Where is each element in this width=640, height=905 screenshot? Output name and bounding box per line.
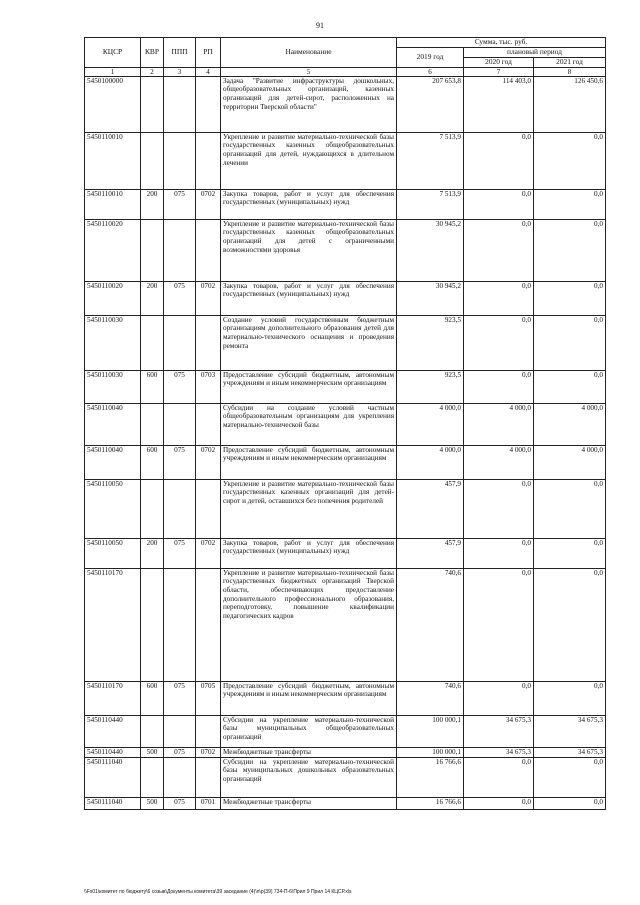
table-row [85, 747, 606, 757]
table-row [85, 797, 606, 809]
rp-cell: 0702 [196, 747, 221, 757]
name-cell: Задача "Развитие инфраструктуры дошкольных, общеобразовательных организаций, казенных организаций для детей-сирот, расположенных на территории Тверской области" [221, 76, 397, 132]
column-number: 7 [464, 67, 534, 76]
amount-2021-cell: 34 675,3 [534, 747, 606, 757]
table-row [85, 281, 606, 315]
rp-cell: 0701 [196, 797, 221, 809]
name-cell: Предоставление субсидий бюджетным, автономным учреждениям и иным некоммерческим организациям [221, 681, 397, 715]
name-cell: Закупка товаров, работ и услуг для обеспечения государственных (муниципальных) нужд [221, 538, 397, 568]
amount-2021-cell: 4 000,0 [534, 403, 606, 445]
header-name: Наименование [221, 38, 397, 68]
kcsr-cell: 5450110440 [85, 747, 141, 757]
ppp-cell: 075 [164, 281, 196, 315]
ppp-cell [164, 403, 196, 445]
amount-2020-cell: 0,0 [464, 681, 534, 715]
kcsr-cell: 5450110170 [85, 681, 141, 715]
kvr-cell: 600 [141, 445, 164, 479]
kcsr-cell: 5450110010 [85, 189, 141, 219]
amount-2021-cell: 0,0 [534, 370, 606, 403]
table-row [85, 132, 606, 189]
name-cell: Создание условий государственным бюджетным организациям дополнительного образования детей для материально-технического оснащения и проведения ремонта [221, 315, 397, 370]
rp-cell [196, 479, 221, 538]
column-number: 1 [85, 67, 141, 76]
header-planning-period: плановый период [464, 47, 606, 57]
name-cell: Укрепление и развитие материально-технической базы государственных бюджетных организаций Тверской области, обеспечивающих предоставление дополнительного профессионального образования, переподготовку, повышение квалификации педагогических кадров [221, 568, 397, 681]
kcsr-cell: 5450100000 [85, 76, 141, 132]
kcsr-cell: 5450110030 [85, 370, 141, 403]
header-rp: РП [196, 38, 221, 68]
amount-2021-cell: 0,0 [534, 568, 606, 681]
name-cell: Укрепление и развитие материально-технической базы государственных казенных организаций для детей-сирот и детей, оставшихся без попечения родителей [221, 479, 397, 538]
table-row [85, 479, 606, 538]
table-row [85, 370, 606, 403]
table-row [85, 681, 606, 715]
kcsr-cell: 5450110050 [85, 479, 141, 538]
amount-2021-cell: 0,0 [534, 132, 606, 189]
amount-2020-cell: 0,0 [464, 189, 534, 219]
table-row [85, 445, 606, 479]
amount-2021-cell: 0,0 [534, 219, 606, 281]
header-kvr: КВР [141, 38, 164, 68]
column-number: 5 [221, 67, 397, 76]
rp-cell [196, 757, 221, 797]
ppp-cell: 075 [164, 445, 196, 479]
table-row [85, 757, 606, 797]
amount-2019-cell: 16 766,6 [397, 757, 464, 797]
kvr-cell: 600 [141, 370, 164, 403]
amount-2019-cell: 740,6 [397, 681, 464, 715]
name-cell: Предоставление субсидий бюджетным, автономным учреждениям и иным некоммерческим организациям [221, 445, 397, 479]
amount-2020-cell: 0,0 [464, 281, 534, 315]
ppp-cell [164, 315, 196, 370]
budget-table [84, 37, 606, 810]
kcsr-cell: 5450110030 [85, 315, 141, 370]
kvr-cell: 500 [141, 797, 164, 809]
amount-2021-cell: 126 450,6 [534, 76, 606, 132]
name-cell: Межбюджетные трансферты [221, 797, 397, 809]
table-row [85, 403, 606, 445]
amount-2019-cell: 923,5 [397, 370, 464, 403]
amount-2020-cell: 0,0 [464, 370, 534, 403]
kvr-cell [141, 76, 164, 132]
amount-2021-cell: 0,0 [534, 681, 606, 715]
kvr-cell [141, 715, 164, 747]
kvr-cell [141, 219, 164, 281]
amount-2019-cell: 740,6 [397, 568, 464, 681]
amount-2019-cell: 100 000,1 [397, 715, 464, 747]
kcsr-cell: 5450111040 [85, 757, 141, 797]
page-number: 91 [316, 21, 324, 30]
kvr-cell [141, 132, 164, 189]
kvr-cell: 200 [141, 538, 164, 568]
column-number: 8 [534, 67, 606, 76]
table-body [85, 76, 606, 809]
amount-2020-cell: 0,0 [464, 132, 534, 189]
amount-2021-cell: 4 000,0 [534, 445, 606, 479]
amount-2020-cell: 0,0 [464, 315, 534, 370]
header-sum: Сумма, тыс. руб. [397, 38, 606, 48]
kvr-cell [141, 403, 164, 445]
table-row [85, 219, 606, 281]
amount-2020-cell: 0,0 [464, 219, 534, 281]
name-cell: Закупка товаров, работ и услуг для обеспечения государственных (муниципальных) нужд [221, 189, 397, 219]
amount-2019-cell: 457,9 [397, 479, 464, 538]
table-row [85, 189, 606, 219]
amount-2021-cell: 0,0 [534, 281, 606, 315]
kvr-cell [141, 479, 164, 538]
amount-2019-cell: 457,9 [397, 538, 464, 568]
amount-2020-cell: 0,0 [464, 797, 534, 809]
ppp-cell: 075 [164, 681, 196, 715]
amount-2020-cell: 4 000,0 [464, 403, 534, 445]
file-path-footer: \\Fs01\комитет по бюджету\6 созыв\Документы комитета\39 заседание (4)\п\р(39) 734-П-6\Прил 9 Прил 14 КЦСР.xls [84, 889, 352, 895]
name-cell: Укрепление и развитие материально-технической базы государственных казенных общеобразовательных организаций для детей, нуждающихся в длительном лечении [221, 132, 397, 189]
table-row [85, 715, 606, 747]
ppp-cell [164, 132, 196, 189]
amount-2020-cell: 0,0 [464, 479, 534, 538]
table-header [85, 38, 606, 77]
ppp-cell [164, 715, 196, 747]
name-cell: Закупка товаров, работ и услуг для обеспечения государственных (муниципальных) нужд [221, 281, 397, 315]
kcsr-cell: 5450111040 [85, 797, 141, 809]
kcsr-cell: 5450110020 [85, 219, 141, 281]
rp-cell [196, 76, 221, 132]
rp-cell [196, 315, 221, 370]
amount-2021-cell: 0,0 [534, 797, 606, 809]
header-year-2021: 2021 год [534, 57, 606, 67]
amount-2021-cell: 0,0 [534, 538, 606, 568]
rp-cell: 0702 [196, 538, 221, 568]
ppp-cell: 075 [164, 747, 196, 757]
column-number: 4 [196, 67, 221, 76]
rp-cell [196, 403, 221, 445]
name-cell: Укрепление и развитие материально-технической базы государственных казенных общеобразовательных организаций для детей с ограниченными возможностями здоровья [221, 219, 397, 281]
name-cell: Предоставление субсидий бюджетным, автономным учреждениям и иным некоммерческим организациям [221, 370, 397, 403]
table-row [85, 315, 606, 370]
ppp-cell [164, 757, 196, 797]
amount-2020-cell: 34 675,3 [464, 747, 534, 757]
kcsr-cell: 5450110170 [85, 568, 141, 681]
ppp-cell [164, 76, 196, 132]
header-year-2019: 2019 год [397, 47, 464, 67]
column-number: 2 [141, 67, 164, 76]
header-ppp: ППП [164, 38, 196, 68]
kcsr-cell: 5450110050 [85, 538, 141, 568]
ppp-cell [164, 219, 196, 281]
rp-cell: 0705 [196, 681, 221, 715]
kvr-cell: 500 [141, 747, 164, 757]
amount-2020-cell: 34 675,3 [464, 715, 534, 747]
amount-2020-cell: 4 000,0 [464, 445, 534, 479]
amount-2019-cell: 7 513,9 [397, 189, 464, 219]
rp-cell: 0702 [196, 281, 221, 315]
amount-2019-cell: 4 000,0 [397, 445, 464, 479]
kvr-cell: 600 [141, 681, 164, 715]
kvr-cell: 200 [141, 281, 164, 315]
kcsr-cell: 5450110010 [85, 132, 141, 189]
kvr-cell: 200 [141, 189, 164, 219]
amount-2021-cell: 0,0 [534, 757, 606, 797]
table-row [85, 538, 606, 568]
kcsr-cell: 5450110040 [85, 403, 141, 445]
header-year-2020: 2020 год [464, 57, 534, 67]
amount-2021-cell: 34 675,3 [534, 715, 606, 747]
amount-2020-cell: 0,0 [464, 568, 534, 681]
amount-2019-cell: 30 945,2 [397, 219, 464, 281]
kvr-cell [141, 757, 164, 797]
amount-2019-cell: 923,5 [397, 315, 464, 370]
column-number-row [85, 67, 606, 76]
column-number: 6 [397, 67, 464, 76]
amount-2019-cell: 16 766,6 [397, 797, 464, 809]
amount-2020-cell: 0,0 [464, 757, 534, 797]
rp-cell [196, 715, 221, 747]
amount-2019-cell: 4 000,0 [397, 403, 464, 445]
ppp-cell: 075 [164, 797, 196, 809]
name-cell: Межбюджетные трансферты [221, 747, 397, 757]
amount-2019-cell: 100 000,1 [397, 747, 464, 757]
rp-cell: 0703 [196, 370, 221, 403]
ppp-cell: 075 [164, 189, 196, 219]
amount-2021-cell: 0,0 [534, 189, 606, 219]
amount-2020-cell: 114 403,0 [464, 76, 534, 132]
ppp-cell [164, 479, 196, 538]
amount-2019-cell: 30 945,2 [397, 281, 464, 315]
ppp-cell: 075 [164, 370, 196, 403]
rp-cell [196, 568, 221, 681]
amount-2020-cell: 0,0 [464, 538, 534, 568]
table-row [85, 568, 606, 681]
rp-cell: 0702 [196, 189, 221, 219]
header-kcsr: КЦСР [85, 38, 141, 68]
kcsr-cell: 5450110020 [85, 281, 141, 315]
ppp-cell: 075 [164, 538, 196, 568]
amount-2021-cell: 0,0 [534, 315, 606, 370]
kvr-cell [141, 568, 164, 681]
amount-2021-cell: 0,0 [534, 479, 606, 538]
rp-cell: 0702 [196, 445, 221, 479]
amount-2019-cell: 207 653,8 [397, 76, 464, 132]
name-cell: Субсидии на создание условий частным общеобразовательным организациям для укрепления материально-технической базы [221, 403, 397, 445]
column-number: 3 [164, 67, 196, 76]
rp-cell [196, 132, 221, 189]
name-cell: Субсидии на укрепление материально-технической базы муниципальных дошкольных образовательных организаций [221, 757, 397, 797]
kcsr-cell: 5450110040 [85, 445, 141, 479]
ppp-cell [164, 568, 196, 681]
table-row [85, 76, 606, 132]
amount-2019-cell: 7 513,9 [397, 132, 464, 189]
name-cell: Субсидии на укрепление материально-технической базы муниципальных общеобразовательных организаций [221, 715, 397, 747]
kcsr-cell: 5450110440 [85, 715, 141, 747]
kvr-cell [141, 315, 164, 370]
rp-cell [196, 219, 221, 281]
